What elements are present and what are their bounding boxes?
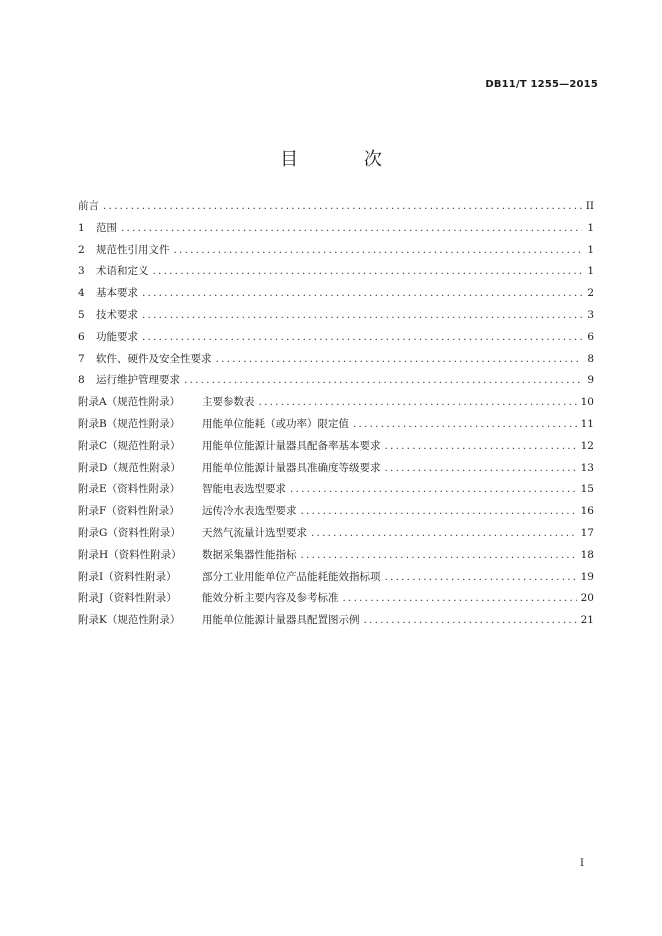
toc-entry[interactable] bbox=[78, 372, 594, 394]
toc-entry-title: 技术要求 bbox=[96, 308, 138, 321]
toc-entry-appendix-label: 附录F（资料性附录） bbox=[78, 505, 180, 518]
toc-entry-number: 4 bbox=[78, 287, 85, 300]
dot-leader bbox=[142, 331, 582, 343]
toc-entry-number: 8 bbox=[78, 374, 85, 387]
toc-entry-appendix-label: 附录G（资料性附录） bbox=[78, 526, 181, 539]
toc-entry-appendix-label: 附录J（资料性附录） bbox=[78, 592, 177, 605]
dot-leader bbox=[385, 571, 577, 583]
toc-entry-appendix-label: 附录K（规范性附录） bbox=[78, 614, 181, 627]
toc-entry-page: 19 bbox=[580, 570, 594, 583]
toc-entry-page: 20 bbox=[580, 592, 594, 605]
toc-entry-number: 3 bbox=[78, 265, 85, 278]
toc-entry[interactable] bbox=[78, 198, 594, 220]
toc-entry-title: 基本要求 bbox=[96, 287, 138, 300]
toc-entry[interactable] bbox=[78, 525, 594, 547]
toc-entry[interactable] bbox=[78, 242, 594, 264]
toc-entry[interactable] bbox=[78, 329, 594, 351]
document-code: DB11/T 1255—2015 bbox=[485, 79, 598, 90]
toc-entry-title: 用能单位能源计量器具配置图示例 bbox=[202, 614, 360, 627]
toc-entry-title: 功能要求 bbox=[96, 330, 138, 343]
toc-entry[interactable] bbox=[78, 263, 594, 285]
toc-entry-appendix-label: 附录I（资料性附录） bbox=[78, 570, 177, 583]
dot-leader bbox=[216, 353, 583, 365]
toc-entry[interactable] bbox=[78, 285, 594, 307]
dot-leader bbox=[142, 287, 582, 299]
toc-entry-title: 用能单位能源计量器具配备率基本要求 bbox=[202, 439, 381, 452]
toc-entry[interactable] bbox=[78, 416, 594, 438]
toc-entry-title: 主要参数表 bbox=[202, 396, 255, 409]
toc-entry-title: 运行维护管理要求 bbox=[96, 374, 180, 387]
toc-entry-page: 18 bbox=[580, 548, 594, 561]
dot-leader bbox=[343, 592, 577, 604]
toc-title: 目 次 bbox=[280, 149, 412, 170]
toc-entry-page: 13 bbox=[580, 461, 594, 474]
toc-entry-page: 8 bbox=[587, 352, 594, 365]
dot-leader bbox=[301, 549, 577, 561]
toc-entry-page: 2 bbox=[587, 287, 594, 300]
toc-entry-appendix-label: 附录A（规范性附录） bbox=[78, 396, 181, 409]
toc-entry-title: 用能单位能耗（或功率）限定值 bbox=[202, 417, 349, 430]
toc-entry-title: 术语和定义 bbox=[96, 265, 149, 278]
toc-entry-page: 12 bbox=[580, 439, 594, 452]
toc-entry-title: 范围 bbox=[96, 221, 117, 234]
toc-entry-page: 1 bbox=[587, 221, 594, 234]
toc-entry-number: 7 bbox=[78, 352, 85, 365]
toc-entry[interactable] bbox=[78, 307, 594, 329]
dot-leader bbox=[385, 440, 577, 452]
toc-entry[interactable] bbox=[78, 481, 594, 503]
toc-entry-title: 规范性引用文件 bbox=[96, 243, 170, 256]
toc-entry-page: 16 bbox=[580, 505, 594, 518]
dot-leader bbox=[184, 374, 582, 386]
toc-entry-page: 21 bbox=[580, 614, 594, 627]
toc-entry[interactable] bbox=[78, 394, 594, 416]
table-of-contents bbox=[78, 198, 594, 634]
toc-entry-page: 9 bbox=[587, 374, 594, 387]
toc-entry-number: 2 bbox=[78, 243, 85, 256]
toc-entry-title: 天然气流量计选型要求 bbox=[202, 526, 307, 539]
toc-entry[interactable] bbox=[78, 503, 594, 525]
toc-entry[interactable] bbox=[78, 569, 594, 591]
dot-leader bbox=[385, 462, 577, 474]
toc-entry-page: 3 bbox=[587, 308, 594, 321]
toc-entry-appendix-label: 附录B（规范性附录） bbox=[78, 417, 181, 430]
toc-entry-page: 6 bbox=[587, 330, 594, 343]
toc-entry[interactable] bbox=[78, 460, 594, 482]
toc-entry-number: 1 bbox=[78, 221, 85, 234]
toc-entry-title: 智能电表选型要求 bbox=[202, 483, 286, 496]
toc-entry[interactable] bbox=[78, 612, 594, 634]
toc-entry-number: 6 bbox=[78, 330, 85, 343]
toc-entry-page: 11 bbox=[580, 417, 594, 430]
dot-leader bbox=[311, 527, 577, 539]
dot-leader bbox=[353, 418, 577, 430]
toc-entry-title: 用能单位能源计量器具准确度等级要求 bbox=[202, 461, 381, 474]
toc-entry-page: 15 bbox=[580, 483, 594, 496]
toc-entry-page: II bbox=[585, 200, 594, 212]
toc-entry[interactable] bbox=[78, 547, 594, 569]
toc-entry-title: 前言 bbox=[78, 200, 99, 212]
toc-entry-title: 数据采集器性能指标 bbox=[202, 548, 297, 561]
toc-entry-title: 部分工业用能单位产品能耗能效指标项 bbox=[202, 570, 381, 583]
toc-entry-number: 5 bbox=[78, 308, 85, 321]
dot-leader bbox=[153, 265, 583, 277]
toc-entry-appendix-label: 附录D（规范性附录） bbox=[78, 461, 181, 474]
toc-entry[interactable] bbox=[78, 438, 594, 460]
toc-entry-appendix-label: 附录H（资料性附录） bbox=[78, 548, 182, 561]
dot-leader bbox=[301, 505, 577, 517]
toc-entry-page: 17 bbox=[580, 526, 594, 539]
toc-entry[interactable] bbox=[78, 351, 594, 373]
toc-entry[interactable] bbox=[78, 590, 594, 612]
toc-entry-page: 1 bbox=[587, 243, 594, 256]
toc-entry-title: 软件、硬件及安全性要求 bbox=[96, 352, 212, 365]
dot-leader bbox=[259, 396, 577, 408]
toc-entry-appendix-label: 附录E（资料性附录） bbox=[78, 483, 181, 496]
dot-leader bbox=[364, 614, 577, 626]
dot-leader bbox=[290, 483, 577, 495]
toc-entry-page: 1 bbox=[587, 265, 594, 278]
page-number: I bbox=[580, 858, 584, 869]
dot-leader bbox=[121, 222, 582, 234]
toc-entry-appendix-label: 附录C（规范性附录） bbox=[78, 439, 181, 452]
toc-entry-title: 远传冷水表选型要求 bbox=[202, 505, 297, 518]
toc-entry-page: 10 bbox=[580, 396, 594, 409]
dot-leader bbox=[103, 200, 582, 212]
toc-entry[interactable] bbox=[78, 220, 594, 242]
toc-entry-title: 能效分析主要内容及参考标准 bbox=[202, 592, 339, 605]
dot-leader bbox=[142, 309, 582, 321]
dot-leader bbox=[174, 244, 583, 256]
